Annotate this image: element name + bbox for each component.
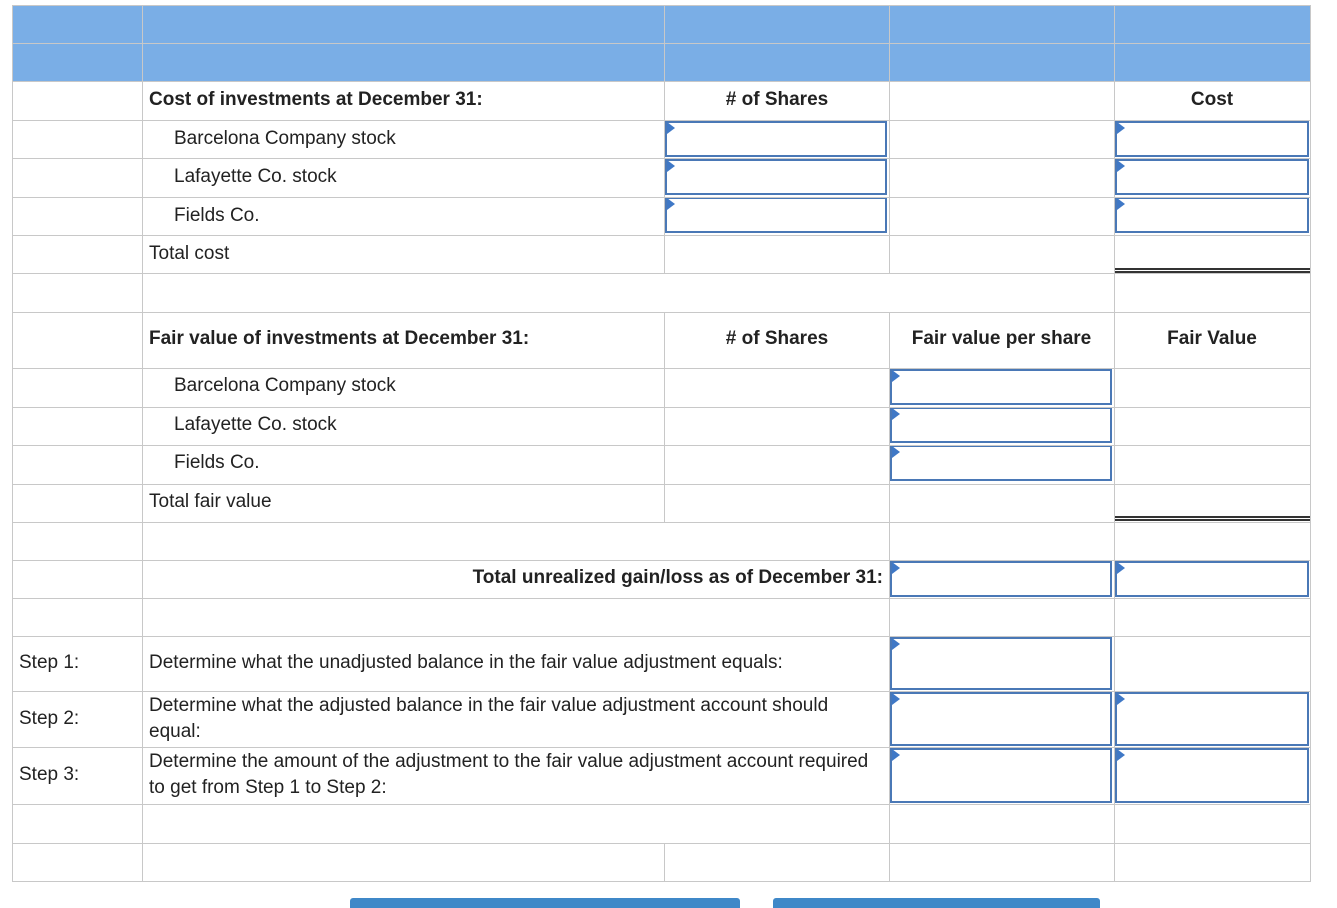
lafayette-shares-input[interactable] [665, 159, 887, 195]
fields-cost-input[interactable] [1115, 197, 1309, 233]
grid-line [1310, 5, 1311, 882]
fair-value-section-heading: Fair value of investments at December 31: [149, 328, 530, 349]
step-2-direction-input[interactable] [1115, 692, 1309, 746]
grid-line [1114, 5, 1115, 882]
grid-line [12, 881, 1311, 882]
grid-line [12, 43, 1311, 44]
grid-line [889, 843, 890, 882]
cost-shares-header: # of Shares [725, 89, 829, 110]
fv-item-lafayette: Lafayette Co. stock [174, 414, 337, 435]
previous-button[interactable] [350, 898, 740, 908]
fv-per-share-header: Fair value per share [911, 328, 1092, 349]
grid-line [142, 5, 143, 882]
fv-shares-header: # of Shares [725, 328, 829, 349]
grid-line [12, 691, 1311, 692]
cost-item-lafayette: Lafayette Co. stock [174, 166, 337, 187]
lafayette-fv-per-share-input[interactable] [890, 407, 1112, 443]
total-fair-value-label: Total fair value [149, 491, 272, 512]
step-2-text: Determine what the adjusted balance in the fair value adjustment account should equal: [149, 695, 829, 742]
grid-line [12, 445, 1311, 446]
total-fair-value-double-underline [1114, 516, 1310, 521]
grid-line [12, 598, 1311, 599]
step-3-direction-input[interactable] [1115, 748, 1309, 803]
step-3-text: Determine the amount of the adjustment to the fair value adjustment account required to get from Step 1 to Step 2: [149, 751, 869, 798]
step-1-amount-input[interactable] [890, 637, 1112, 690]
grid-line [664, 5, 665, 274]
grid-line [12, 407, 1311, 408]
step-1-label: Step 1: [19, 652, 80, 673]
fv-item-fields: Fields Co. [174, 452, 260, 473]
fv-item-barcelona: Barcelona Company stock [174, 375, 396, 396]
grid-line [12, 522, 1311, 523]
step-2-amount-input[interactable] [890, 692, 1112, 746]
grid-line [12, 273, 1311, 274]
unrealized-amount-input[interactable] [890, 561, 1112, 597]
grid-line [12, 636, 1311, 637]
grid-line [12, 120, 1311, 121]
lafayette-cost-input[interactable] [1115, 159, 1309, 195]
fair-value-header: Fair Value [1167, 328, 1257, 349]
unrealized-direction-input[interactable] [1115, 561, 1309, 597]
step-3-amount-input[interactable] [890, 748, 1112, 803]
grid-line [12, 843, 1311, 844]
step-1-text: Determine what the unadjusted balance in the fair value adjustment equals: [149, 652, 783, 673]
next-button[interactable] [773, 898, 1100, 908]
step-3-label: Step 3: [19, 764, 80, 785]
grid-line [889, 5, 890, 274]
barcelona-fv-per-share-input[interactable] [890, 369, 1112, 405]
grid-line [12, 5, 1311, 6]
cost-header: Cost [1190, 89, 1234, 110]
grid-line [12, 484, 1311, 485]
grid-line [12, 81, 1311, 82]
cost-item-barcelona: Barcelona Company stock [174, 128, 396, 149]
cost-section-heading: Cost of investments at December 31: [149, 89, 483, 110]
step-2-label: Step 2: [19, 708, 80, 729]
fields-shares-input[interactable] [665, 197, 887, 233]
barcelona-shares-input[interactable] [665, 121, 887, 157]
fields-fv-per-share-input[interactable] [890, 445, 1112, 481]
grid-line [12, 368, 1311, 369]
unrealized-gain-loss-label: Total unrealized gain/loss as of December 31: [472, 567, 883, 588]
grid-line [12, 158, 1311, 159]
grid-line [12, 560, 1311, 561]
cost-item-fields: Fields Co. [174, 205, 260, 226]
grid-line [664, 312, 665, 523]
grid-line [12, 5, 13, 882]
grid-line [12, 804, 1311, 805]
grid-line [12, 747, 1311, 748]
total-cost-label: Total cost [149, 243, 230, 264]
barcelona-cost-input[interactable] [1115, 121, 1309, 157]
grid-line [889, 312, 890, 882]
grid-line [12, 235, 1311, 236]
grid-line [664, 843, 665, 882]
grid-line [12, 197, 1311, 198]
grid-line [12, 312, 1311, 313]
